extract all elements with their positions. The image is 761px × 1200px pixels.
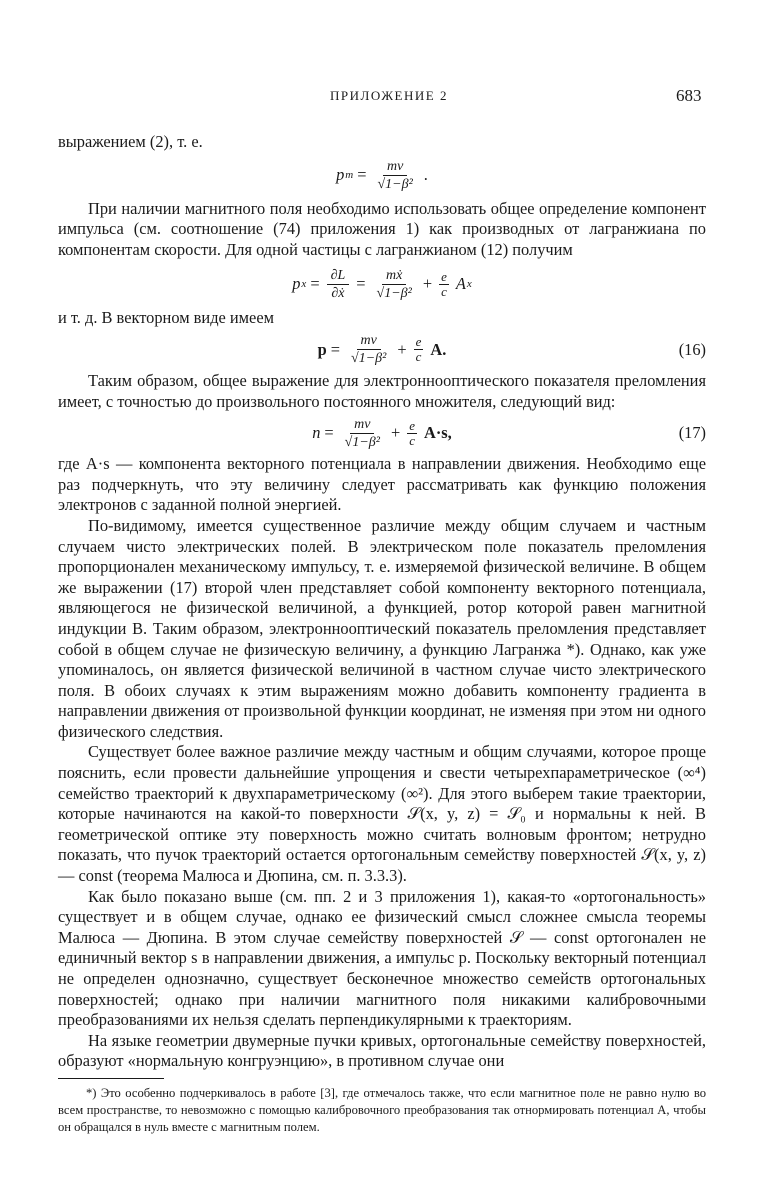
eq-px-f1-den: ∂ẋ — [331, 285, 345, 301]
eq-px-f3-den: c — [441, 283, 447, 299]
eq-px-lhs: p — [292, 274, 301, 294]
eq17-plus: + — [390, 422, 401, 442]
equation-16 — [58, 329, 706, 371]
paragraph-4: где A·s — компонента векторного потенциала в направлении движения. Необходимо еще раз подчеркнуть, что эту величину следует рассматривать как функцию положения электронов с заданной полной энергией. — [58, 454, 706, 515]
eq-px-fraction-2 — [373, 267, 416, 302]
footnote-divider — [58, 1078, 164, 1079]
eq16-lhs: p — [317, 339, 327, 359]
eq-pm-equals: = — [357, 165, 367, 185]
eq16-f1-den: √1−β² — [351, 351, 387, 367]
main-text — [58, 132, 706, 1072]
eq-px-equals-2: = — [356, 274, 366, 294]
eq-pm-lhs: p — [336, 165, 345, 185]
eq-px-f1-num: ∂L — [327, 267, 350, 285]
paragraph-5: По-видимому, имеется существенное различие между общим случаем и частным случаем чисто электрических полей. В электрическом поле показатель преломления пропорционален механическому импульсу, т. е. измеряемой физической величине. В общем же выражении (17) второй член представляет собой компоненту векторного потенциала, являющегося не физической величиной, а функцией, ротор которой равен магнитной индукции B. Таким образом, электроннооптический показатель преломления представляет собой в общем случае не физическую величину, а функцию Лагранжа *). Однако, как уже упоминалось, он является физической величиной в частном случае чисто электрического поля. В обоих случаях к этим выражениям можно добавить компоненту градиента в направлении движения от произвольной функции координат, не изменяя при этом ни одного физического следствия. — [58, 515, 706, 741]
eq-pm-numerator: mv — [383, 158, 407, 176]
eq17-f2-den: c — [409, 432, 415, 448]
eq17-fraction-1 — [341, 416, 384, 451]
equation-pm — [58, 153, 706, 199]
eq-px-tail: A — [455, 274, 466, 294]
eq-px-plus: + — [422, 274, 433, 294]
eq-px-fraction-3 — [439, 270, 449, 299]
paragraph-7: Как было показано выше (см. пп. 2 и 3 приложения 1), какая-то «ортогональность» существует и в общем случае, однако ее физический смысл сложнее смысла теоремы Малюса — Дюпина. В этом случае семейству поверхностей 𝒮 — const ортогонален не единичный вектор s в направлении движения, а импульс p. Поскольку векторный потенциал не определен однозначно, существует бесконечное множество семейств ортогональных поверхностей; однако при наличии магнитного поля никакими калибровочными преобразованиями их нельзя сделать перпендикулярными к траекториям. — [58, 886, 706, 1030]
paragraph-6: Существует более важное различие между частным и общим случаями, которое проще пояснить, если провести дальнейшие упрощения и свести четырехпараметрическое (∞⁴) семейство траекторий к двухпараметрическому (∞²). Для этого выберем такие траектории, которые начинаются на какой-то поверхности 𝒮(x, y, z) = 𝒮₀ и нормальны к ней. В геометрической оптике эту поверхность можно считать волновым фронтом; нетрудно показать, что пучок траекторий остается ортогональным семейству поверхностей 𝒮(x, y, z) — const (теорема Малюса и Дюпина, см. п. 3.3.3). — [58, 742, 706, 886]
paragraph-0: выражением (2), т. е. — [58, 132, 203, 151]
eq-pm-lhs-sub: m — [345, 169, 354, 182]
paragraph-1: При наличии магнитного поля необходимо использовать общее определение компонент импульса (см. соотношение (74) приложения 1) как производных от лагранжиана по компонентам скорости. Для одной частицы с лагранжианом (12) получим — [58, 198, 706, 259]
eq-px-f3-num: e — [441, 268, 447, 284]
eq17-lhs: n — [312, 422, 321, 442]
footnote: *) Это особенно подчеркивалось в работе [3], где отмечалось также, что если магнитное поле не равно нулю во всем пространстве, то невозможно с помощью калибровочного преобразования так отнормировать потенциал A, чтобы он обращался в нуль вместе с магнитным полем. — [58, 1086, 706, 1134]
equation-number-16: (16) — [678, 339, 706, 359]
equation-17 — [58, 412, 706, 454]
eq16-equals: = — [330, 339, 341, 359]
eq16-f1-num: mv — [357, 332, 381, 350]
eq17-tail: A·s, — [424, 422, 452, 442]
page-header — [0, 86, 761, 110]
eq-pm-fraction — [373, 158, 416, 193]
eq-px-lhs-sub: x — [301, 278, 307, 291]
paragraph-3: Таким образом, общее выражение для электроннооптического показателя преломления имеет, с точностью до произвольного постоянного множителя, следующий вид: — [58, 370, 706, 411]
eq-pm-denominator: √1−β² — [377, 177, 413, 193]
eq17-fraction-2 — [407, 419, 417, 448]
eq16-tail: A. — [430, 339, 447, 359]
running-title: ПРИЛОЖЕНИЕ 2 — [330, 88, 448, 103]
eq16-fraction-1 — [347, 332, 390, 367]
eq17-equals: = — [324, 422, 334, 442]
eq-pm-tail: . — [423, 165, 428, 185]
eq17-f2-num: e — [409, 417, 415, 433]
eq-px-f2-den: √1−β² — [376, 285, 412, 301]
eq-px-equals: = — [310, 274, 320, 294]
equation-px — [58, 260, 706, 308]
paragraph-8: На языке геометрии двумерные пучки кривых, ортогональные семейству поверхностей, образуют «нормальную конгруэнцию», в противном случае они — [58, 1030, 706, 1071]
eq-px-tail-sub: x — [466, 278, 472, 291]
paragraph-2: и т. д. В векторном виде имеем — [58, 308, 274, 328]
equation-number-17: (17) — [678, 422, 706, 442]
eq16-f2-den: c — [415, 349, 422, 365]
eq17-f1-den: √1−β² — [344, 434, 380, 450]
eq-px-f2-num: mẋ — [382, 267, 406, 285]
eq16-plus: + — [397, 339, 407, 359]
eq17-f1-num: mv — [350, 416, 374, 434]
page-number: 683 — [676, 86, 702, 105]
eq16-f2-num: e — [415, 334, 422, 350]
eq16-fraction-2 — [414, 335, 424, 364]
eq-px-fraction-1 — [327, 267, 350, 302]
